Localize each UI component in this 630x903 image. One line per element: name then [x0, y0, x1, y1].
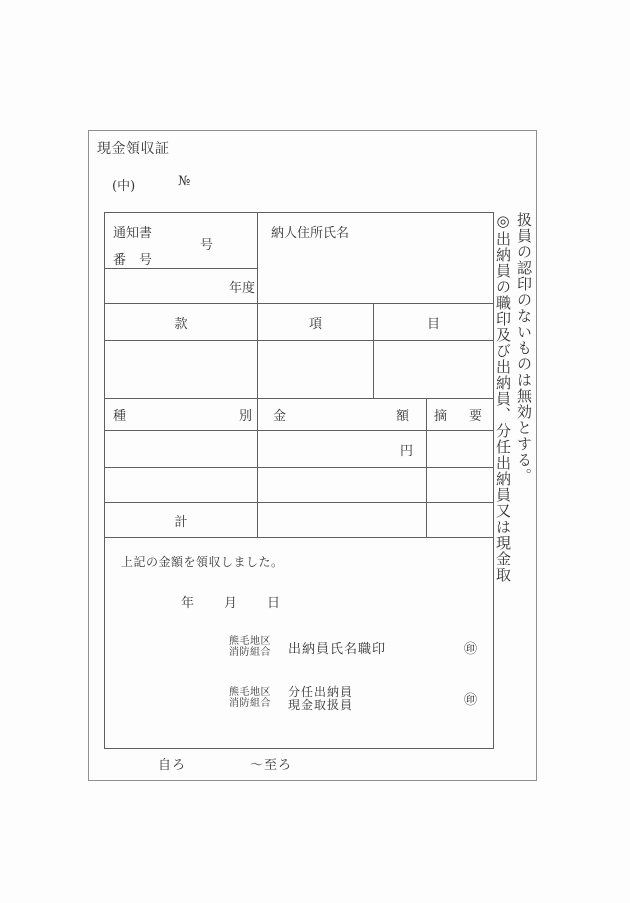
- remarks-label-right: 要: [468, 409, 482, 424]
- notice-counter-label: 号: [200, 238, 214, 253]
- org2-line2: 消防組合: [229, 697, 271, 709]
- series-label: (中): [112, 179, 136, 194]
- budget-detail-entry-cell: [374, 341, 493, 399]
- receipt-statement-cell: [105, 538, 493, 748]
- year-label: 年: [181, 596, 195, 611]
- amount-entry-cell-2: [258, 468, 427, 503]
- fiscal-year-label: 年度: [228, 280, 255, 296]
- type-label-right: 別: [238, 409, 252, 424]
- type-entry-cell-2: [105, 468, 258, 503]
- budget-item-label: 項: [308, 316, 322, 332]
- yen-label: 円: [399, 443, 413, 459]
- budget-section-entry-cell: [105, 341, 258, 399]
- remarks-label-left: 摘: [434, 409, 448, 424]
- budget-item-entry-cell: [258, 341, 374, 399]
- serial-from-label: 自ろ: [158, 758, 187, 773]
- cash-handler-title-line2: 現金取扱員: [288, 697, 354, 712]
- total-amount-cell: [258, 503, 427, 538]
- org-line2: 消防組合: [229, 646, 271, 658]
- organization-name: [229, 637, 271, 658]
- total-label-cell: [105, 503, 258, 538]
- remarks-entry-cell-1: [427, 431, 493, 468]
- date-line: [181, 592, 280, 611]
- type-header: [105, 399, 258, 431]
- notice-number-cell: [105, 213, 258, 269]
- amount-entry-cell-1: [258, 431, 427, 468]
- month-label: 月: [224, 596, 238, 611]
- fiscal-year-cell: [105, 269, 258, 304]
- org-line1: 熊毛地区: [229, 636, 271, 647]
- treasurer-seal-icon: ㊞: [463, 642, 477, 657]
- organization-name-2: [229, 688, 271, 709]
- receipt-statement: 上記の金額を領収しました。: [121, 555, 284, 569]
- cash-handler-title-line1: 分任出納員: [288, 685, 354, 699]
- remarks-header: [427, 399, 493, 431]
- budget-detail-header: [374, 304, 493, 341]
- cash-handler-seal-icon: ㊞: [463, 693, 477, 708]
- total-remarks-cell: [427, 503, 493, 538]
- amount-label-right: 額: [395, 409, 409, 424]
- amount-header: [258, 399, 427, 431]
- type-label-left: 種: [113, 409, 127, 424]
- validity-note: [492, 212, 534, 602]
- remarks-entry-cell-2: [427, 468, 493, 503]
- payer-label: 納人住所氏名: [271, 226, 350, 241]
- serial-to-label: ～至ろ: [250, 758, 293, 773]
- validity-note-line2: 扱員の認印のないものは無効とする。: [515, 212, 533, 484]
- org2-line1: 熊毛地区: [229, 687, 271, 698]
- receipt-number-label: №: [178, 174, 191, 189]
- treasurer-title: 出納員氏名職印: [288, 642, 387, 657]
- budget-section-header: [105, 304, 258, 341]
- treasurer-signature-row: [229, 637, 477, 658]
- form-title: 現金領収証: [97, 141, 170, 157]
- budget-item-header: [258, 304, 374, 341]
- form-outer-border: [88, 130, 537, 781]
- validity-note-line1: ◎出納員の職印及び出納員、分任出納員又は現金取: [494, 212, 512, 583]
- amount-label-left: 金: [273, 409, 287, 424]
- receipt-table: [104, 212, 494, 749]
- total-label: 計: [174, 514, 188, 530]
- type-entry-cell-1: [105, 431, 258, 468]
- cash-handler-signature-row: [229, 686, 477, 711]
- budget-section-label: 款: [174, 316, 188, 332]
- payer-cell: [258, 213, 493, 304]
- notice-label-line1: 通知書: [113, 226, 153, 241]
- cash-handler-title: [288, 686, 353, 711]
- day-label: 日: [267, 596, 281, 611]
- budget-detail-label: 目: [426, 316, 440, 332]
- notice-label-line2: 番 号: [113, 253, 153, 268]
